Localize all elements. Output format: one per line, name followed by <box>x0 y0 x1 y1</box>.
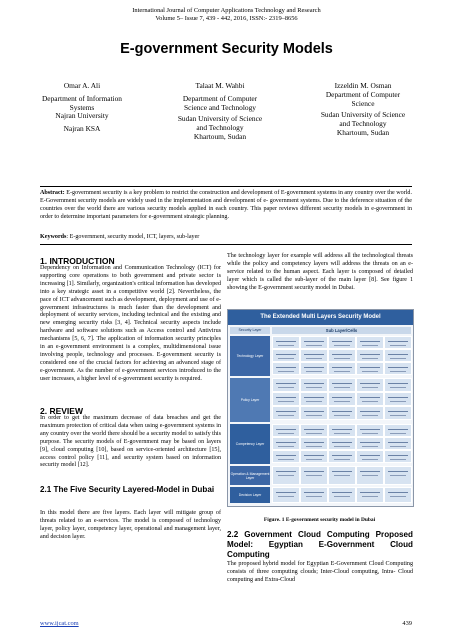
figure-layer-label: Decision Layer <box>230 487 270 503</box>
figure-sublayer-cell <box>328 349 356 362</box>
figure-sublayer-cell <box>272 392 300 406</box>
figure-right-header: Sub Layer/Cells <box>272 327 411 334</box>
figure-sublayer-cell <box>328 378 356 392</box>
figure-sublayer-cell <box>272 378 300 392</box>
author-3 <box>298 82 428 138</box>
figure-sublayer-cell <box>356 336 384 349</box>
author-1-line: Najran KSA <box>63 124 101 134</box>
figure-sublayer-cell <box>384 392 412 406</box>
figure-sublayer-cell <box>300 336 328 349</box>
figure-sublayer-cell <box>328 424 356 437</box>
section-2-1-heading: 2.1 The Five Security Layered-Model in Dubai <box>40 485 215 494</box>
keywords-text: : E-government, security model, ICT, layers, sub-layer <box>66 234 200 240</box>
abstract-text: E-government security is a key problem to restrict the construction and development of E-government systems in any country over the world. E-Government security models are widely used in the implementation and development of e- government systems. Due to the deference situation of the countries over the world there are various security models applied in each country. This paper reviews different security models in e-government in order to determine important parameters for e-government strategic planning. <box>40 190 412 220</box>
figure-caption: Figure. 1 E-government security model in Dubai <box>263 517 376 523</box>
keywords <box>40 234 412 242</box>
figure-sublayer-cell <box>272 437 300 450</box>
section-introduction-text: Dependency on Information and Communication Technology (ICT) for supporting core operations to both government and private sector is increasing [1]. Similarly, organization's critical information has developed into a key strategic asset in a competitive world [2]. Nevertheless, the pace of ICT advancement such as development, deployment and use of e-government infrastructures is much faster than the development and deployment of security services, including technical and the existing and new emerging security risks [3, 4]. Technical security aspects include hardware and software solutions such as Access control and Antivirus mechanisms [5, 6, 7]. The application of information security principles in an e-government environment is a complex, multidimensional issue involving people, technology and processes. E-government security is considered one of the crucial factors for achieving an advanced stage of e-government. As the number of e-government services introduced to the user increases, a higher level of e-government security is required. <box>40 265 221 382</box>
figure-sublayer-cell <box>356 378 384 392</box>
author-2-name: Talaat M. Wahbi <box>195 81 245 90</box>
figure-sublayer-cell <box>272 487 300 503</box>
section-review-heading: 2. REVIEW <box>40 406 83 416</box>
figure-sublayer-cell <box>300 362 328 375</box>
figure-sublayer-cell <box>356 406 384 420</box>
figure-layer-label: Operation & Management Layer <box>230 466 270 485</box>
figure-sublayer-cell <box>384 466 412 485</box>
author-3-line: Department of Computer <box>325 89 401 99</box>
section-2-2-text: The proposed hybrid model for Egyptian E-Government Cloud Computing consists of three computing clouds; Inter-Cloud computing, Intra- Cloud computing and Extra-Cloud <box>227 561 413 583</box>
author-1 <box>22 82 142 134</box>
figure-sublayer-cell <box>300 378 328 392</box>
author-1-line: Department of Information <box>41 93 123 103</box>
figure-sublayer-cell <box>356 450 384 463</box>
figure-sublayer-cell <box>272 406 300 420</box>
author-2-line: and Technology <box>196 123 244 133</box>
author-3-line: and Technology <box>339 119 387 129</box>
figure-sublayer-cell <box>300 349 328 362</box>
figure-sublayer-cell <box>272 349 300 362</box>
figure-sublayer-cell <box>328 466 356 485</box>
figure-sublayer-cell <box>272 362 300 375</box>
author-1-line: Systems <box>69 102 95 112</box>
figure-sublayer-cell <box>328 392 356 406</box>
author-2-line: Department of Computer <box>182 93 258 103</box>
figure-sublayer-cell <box>328 450 356 463</box>
abstract-label: Abstract: <box>40 190 65 196</box>
figure-sublayer-cell <box>300 437 328 450</box>
section-2-1-text: In this model there are five layers. Each layer will mitigate group of threats related to an e-services. The model is composed of technology layer, policy layer, competency layer, operational and management layer, and decision layer. <box>40 510 221 540</box>
author-3-line: Khartoum, Sudan <box>336 127 390 137</box>
author-2-line: Khartoum, Sudan <box>193 131 247 141</box>
author-2-line: Sudan University of Science <box>177 114 263 124</box>
figure-sublayer-cell <box>384 424 412 437</box>
figure-sublayer-cell <box>300 392 328 406</box>
author-2 <box>160 82 280 142</box>
figure-sublayer-cell <box>300 424 328 437</box>
figure-sublayer-cell <box>384 487 412 503</box>
figure-sublayer-cell <box>272 466 300 485</box>
author-3-line: Sudan University of Science <box>320 110 406 120</box>
figure-sublayer-cell <box>356 437 384 450</box>
figure-layer-label: Technology Layer <box>230 336 270 376</box>
figure-sublayer-cell <box>384 450 412 463</box>
figure-sublayer-cell <box>384 362 412 375</box>
figure-sublayer-cell <box>356 349 384 362</box>
figure-sublayer-cell <box>384 336 412 349</box>
figure-banner: The Extended Multi Layers Security Model <box>228 310 413 325</box>
right-column-text: The technology layer for example will address all the technological threats while the policy and competency layers will address the threats on an e- service related to the human aspect. Each layer is composed of detailed layer which is called the sub-layer of the main layer [8]. See figure 1 showing the E-government security model in Dubai. <box>227 253 413 291</box>
journal-volume: Volume 5– Issue 7, 439 - 442, 2016, ISSN:- 2319–8656 <box>155 15 298 22</box>
figure-sublayer-cell <box>356 466 384 485</box>
figure-sublayer-cell <box>300 406 328 420</box>
section-2-2-heading: 2.2 Government Cloud Computing Proposed Model: Egyptian E-Government Cloud Computing <box>227 530 413 559</box>
divider <box>40 244 412 245</box>
figure-sublayer-cell <box>300 487 328 503</box>
abstract <box>40 190 412 222</box>
figure-sublayer-cell <box>272 336 300 349</box>
author-3-name: Izzeldin M. Osman <box>334 81 392 90</box>
figure-sublayer-cell <box>300 450 328 463</box>
divider <box>40 186 412 187</box>
figure-sublayer-cell <box>328 487 356 503</box>
figure-sublayer-cell <box>300 466 328 485</box>
figure-sublayer-cell <box>384 378 412 392</box>
figure-sublayer-cell <box>272 424 300 437</box>
figure-sublayer-cell <box>384 349 412 362</box>
figure-sublayer-cell <box>328 362 356 375</box>
security-model-figure <box>227 309 414 507</box>
figure-sublayer-cell <box>356 362 384 375</box>
figure-layer-label: Competency Layer <box>230 424 270 464</box>
figure-sublayer-cell <box>328 336 356 349</box>
figure-left-header: Security Layer <box>230 327 270 334</box>
author-1-line: Najran University <box>55 111 109 121</box>
figure-sublayer-cell <box>384 406 412 420</box>
figure-sublayer-cell <box>356 424 384 437</box>
figure-sublayer-cell <box>356 487 384 503</box>
figure-sublayer-cell <box>272 450 300 463</box>
figure-sublayer-cell <box>356 392 384 406</box>
author-2-line: Science and Technology <box>184 102 256 112</box>
author-3-line: Science <box>351 98 375 108</box>
figure-layer-label: Policy Layer <box>230 378 270 422</box>
section-review-text: In order to get the maximum decrease of data breaches and get the maximum protection of critical data when using e-government systems in any country over the world there should be a security model to satisfy this purpose. The security models of E-government may be based on layers [9], cloud computing [10], based on service-oriented architecture [15], access control policy [11], and security system based on information security model [12]. <box>40 415 221 469</box>
page-number: 439 <box>402 620 412 627</box>
figure-sublayer-cell <box>384 437 412 450</box>
section-introduction-heading: 1. INTRODUCTION <box>40 256 115 266</box>
paper-title: E-government Security Models <box>120 41 333 57</box>
figure-sublayer-cell <box>328 406 356 420</box>
keywords-label: Keywords <box>40 234 67 240</box>
journal-name: International Journal of Computer Applications Technology and Research <box>132 7 321 14</box>
author-1-name: Omar A. Ali <box>63 81 101 90</box>
footer-url[interactable]: www.ijcat.com <box>40 620 79 627</box>
figure-sublayer-cell <box>328 437 356 450</box>
